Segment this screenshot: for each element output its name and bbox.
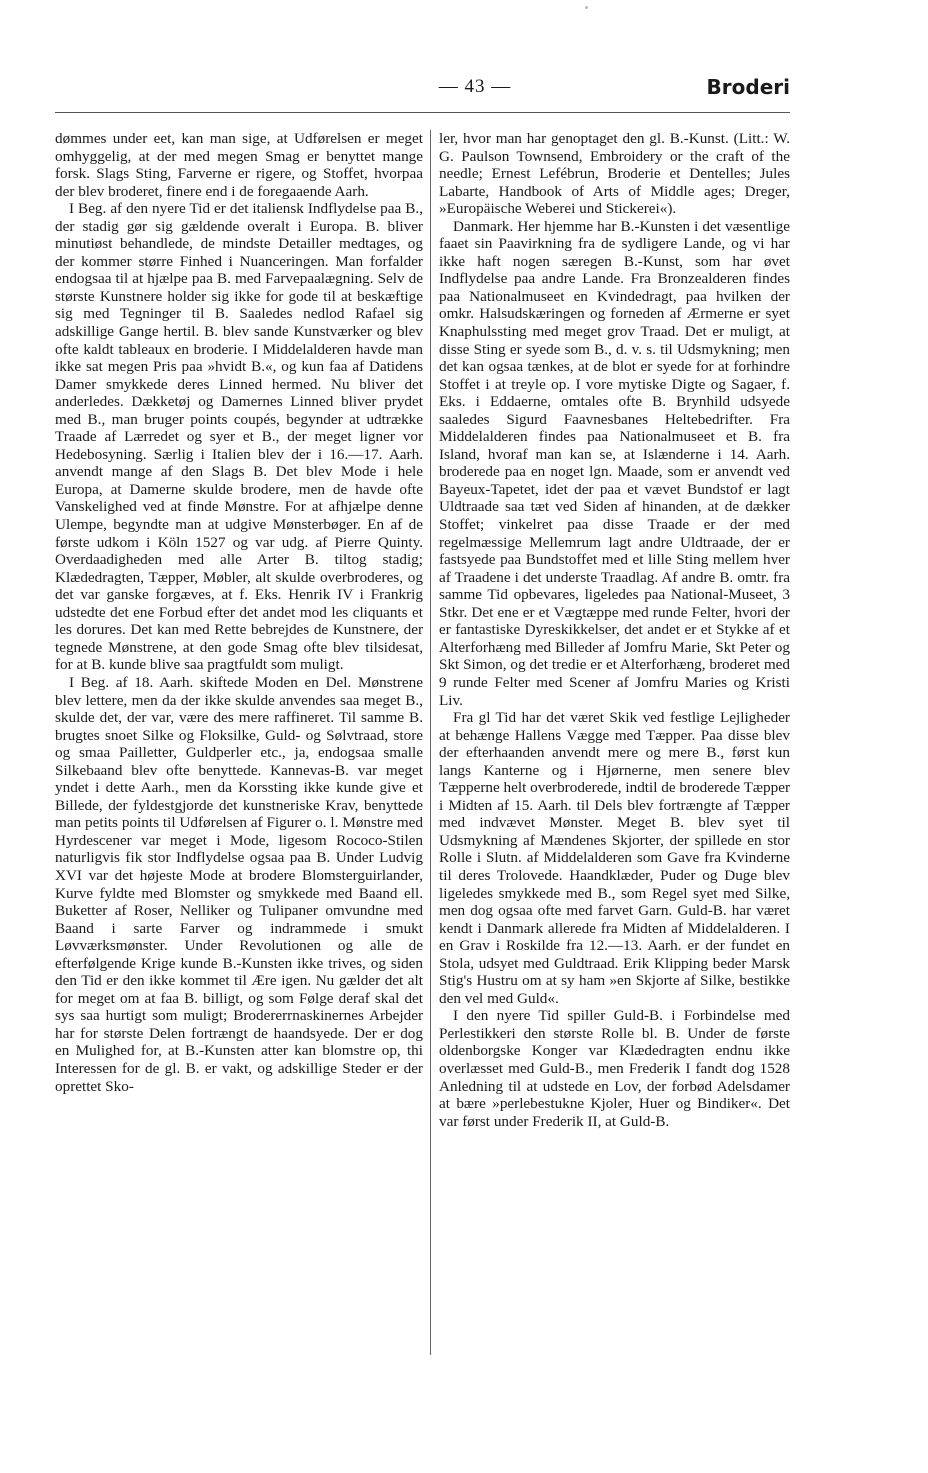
header-rule — [55, 112, 790, 113]
paragraph: I den nyere Tid spiller Guld-B. i Forbindelse med Perlestikkeri den største Rolle bl. B. Under de første oldenborgske Konger var Klædedragten endnu ikke overlæsset med Guld-B., men Frederik I fandt dog 1528 Anledning til at udstede en Lov, der forbød Adelsdamer at bære »perlebestukne Kjoler, Huer og Bindiker«. Det var først under Frederik II, at Guld-B. — [439, 1007, 790, 1130]
left-column — [55, 130, 423, 1095]
paper-speck — [585, 6, 588, 9]
paragraph: ler, hvor man har genoptaget den gl. B.-Kunst. (Litt.: W. G. Paulson Townsend, Embroidery or the craft of the needle; Ernest Lefébrun, Broderie et Dentelles; Jules Labarte, Handbook of Arts of Middle ages; Dreger, »Europäische Weberei und Stickerei«). — [439, 130, 790, 218]
paragraph: Danmark. Her hjemme har B.-Kunsten i det væsentlige faaet sin Paavirkning fra de sydligere Lande, og vi har ikke haft nogen særegen B.-Kunst, som har øvet Indflydelse paa andre Lande. Fra Bronzealderen findes paa Nationalmuseet en Kvindedragt, paa hvilken der omkr. Halsudskæringen og forneden af Ærmerne er syet Knaphulssting med meget grov Traad. Det er muligt, at disse Sting er syede som B., d. v. s. til Udsmykning; men det kan ogsaa tænkes, at de blot er syede for at forhindre Stoffet i at treyle op. I vore mytiske Digte og Sagaer, f. Eks. i Eddaerne, omtales ofte B. Brynhild udsyede saaledes Sigurd Faavnesbanes Heltebedrifter. Fra Middelalderen findes paa Nationalmuseet et B. fra Island, hvoraf man kan se, at Islænderne i 14. Aarh. broderede paa en noget lgn. Maade, som er anvendt ved Bayeux-Tapetet, idet der paa et vævet Bundstof er lagt Uldtraade saa tæt ved Siden af hinanden, at de dækker Stoffet; vinkelret paa disse Traade er der med regelmæssige Mellemrum lagt andre Uldtraade, der er fastsyede paa Bundstoffet med et lille Sting mellem hver af Traadene i det underste Traadlag. Af andre B. omtr. fra samme Tid opbevares, ligeledes paa National-Museet, 3 Stkr. Det ene er et Vægtæppe med runde Felter, hvori der er fantastiske Dyreskikkelser, det andet er et Stykke af et Alterforhæng med Billeder af Jomfru Marie, Skt Peter og Skt Simon, og det tredie er et Alterforhæng, broderet med 9 runde Felter med Scener af Jomfru Maries og Kristi Liv. — [439, 217, 790, 709]
right-column — [439, 130, 790, 1130]
running-head: Broderi — [706, 75, 790, 99]
paragraph: I Beg. af den nyere Tid er det italiensk Indflydelse paa B., der stadig gør sig gældende overalt i Europa. B. bliver minutiøst behandlede, de mindste Detailler medtages, og der kommer større Finhed i Nuanceringen. Man forfalder endogsaa til at hjælpe paa B. med Farvepaalægning. Selv de største Kunstnere holder sig ikke for gode til at beskæftige sig med Tegninger til B. Saaledes nedlod Rafael sig adskillige Gange hertil. B. blev sande Kunstværker og blev ofte kaldt tableaux en broderie. I Middelalderen havde man ikke sat megen Pris paa »hvidt B.«, og kun faa af Datidens Damer smykkede deres Linned hermed. Nu bliver det anderledes. Dækketøj og Damernes Linned bliver prydet med B., man bruger points coupés, begynder at udtrække Traade af Lærredet og syer et B., der meget ligner vor Hedebosyning. Særlig i Italien blev der i 16.—17. Aarh. anvendt mange af den Slags B. Det blev Mode i hele Europa, at Damerne skulde brodere, men de havde ofte Vanskelighed ved at finde Mønstre. For at afhjælpe denne Ulempe, begyndte man at udgive Mønsterbøger. En af de første udkom i Köln 1527 og var udg. af Pierre Quinty. Overdaadigheden med alle Arter B. tiltog stadig; Klædedragten, Tæpper, Møbler, alt skulde overbroderes, og det var ganske forgæves, at f. Eks. Henrik IV i Frankrig udstedte det ene Forbud efter det andet mod les cliquants et les dorures. Det kan med Rette bebrejdes de Kunstnere, der tegnede Mønstrene, at den gode Smag ofte blev tilsidesat, for at B. kunde blive saa pragtfuldt som muligt. — [55, 200, 423, 674]
page-number: — 43 — — [438, 76, 512, 97]
column-divider — [430, 130, 431, 1355]
paragraph: Fra gl Tid har det været Skik ved festlige Lejligheder at behænge Hallens Vægge med Tæpper. Paa disse blev der efterhaanden anvendt mere og mere B., først kun langs Kanterne og i Hjørnerne, men senere blev Tæpperne helt overbroderede, indtil de broderede Tæpper i Midten af 15. Aarh. til Dels blev fortrængte af Tæpper med indvævet Mønster. Meget B. blev syet til Udsmykning af Mændenes Skjorter, der spillede en stor Rolle i Slutn. af Middelalderen som Gave fra Kvinderne til deres Trolovede. Haandklæder, Puder og Duge blev ligeledes smykkede med B., som Regel syet med Silke, men dog ogsaa ofte med farvet Garn. Guld-B. har været kendt i Danmark allerede fra Midten af Middelalderen. I en Grav i Roskilde fra 12.—13. Aarh. er der fundet en Stola, udsyet med Guldtraad. Erik Klipping beder Marsk Stig's Hustru om at sy ham »en Skjorte af Silke, bestikke den vel med Guld«. — [439, 709, 791, 1007]
paragraph: dømmes under eet, kan man sige, at Udførelsen er meget omhyggelig, at der med megen Smag er benyttet mange forsk. Slags Sting, Farverne er rigere, og Stoffet, hvorpaa der blev broderet, finere end i de foregaaende Aarh. — [55, 130, 423, 200]
page-header — [50, 76, 790, 106]
paragraph: I Beg. af 18. Aarh. skiftede Moden en Del. Mønstrene blev lettere, men da der ikke skulde anvendes saa meget B., skulde det, der var, være des mere raffineret. Til samme B. brugtes snoet Silke og Floksilke, Guld- og Sølvtraad, store og smaa Pailletter, Guldperler etc., ja, endogsaa smalle Silkebaand blev ofte benyttede. Kannevas-B. var meget yndet i dette Aarh., men da Korssting ikke kunde give et Billede, der fyldestgjorde det kunstneriske Krav, benyttede man petits points til Udførelsen af Figurer o. l. Mønstre med Hyrdescener var meget i Mode, ligesom Rococo-Stilen naturligvis fik stor Indflydelse ogsaa paa B. Under Ludvig XVI var det højeste Mode at brodere Blomsterguirlander, Kurve fyldte med Blomster og smykkede med Baand ell. Buketter af Roser, Nelliker og Tulipaner omvundne med Baand i sarte Farver og indrammede i smukt Løvværksmønster. Under Revolutionen og alle de efterfølgende Krige kunde B.-Kunsten ikke trives, og siden den Tid er den ikke kommet til Ære igen. Nu gælder det alt for meget om at faa B. billigt, og som Følge deraf skal det sys saa hurtigt som muligt; Brodererrnaskinernes Arbejder har for største Delen fortrængt de haandsyede. Der er dog en Mulighed for, at B.-Kunsten atter kan blomstre op, thi Interessen for de gl. B. er vakt, og adskillige Steder er der oprettet Sko- — [55, 673, 423, 1095]
